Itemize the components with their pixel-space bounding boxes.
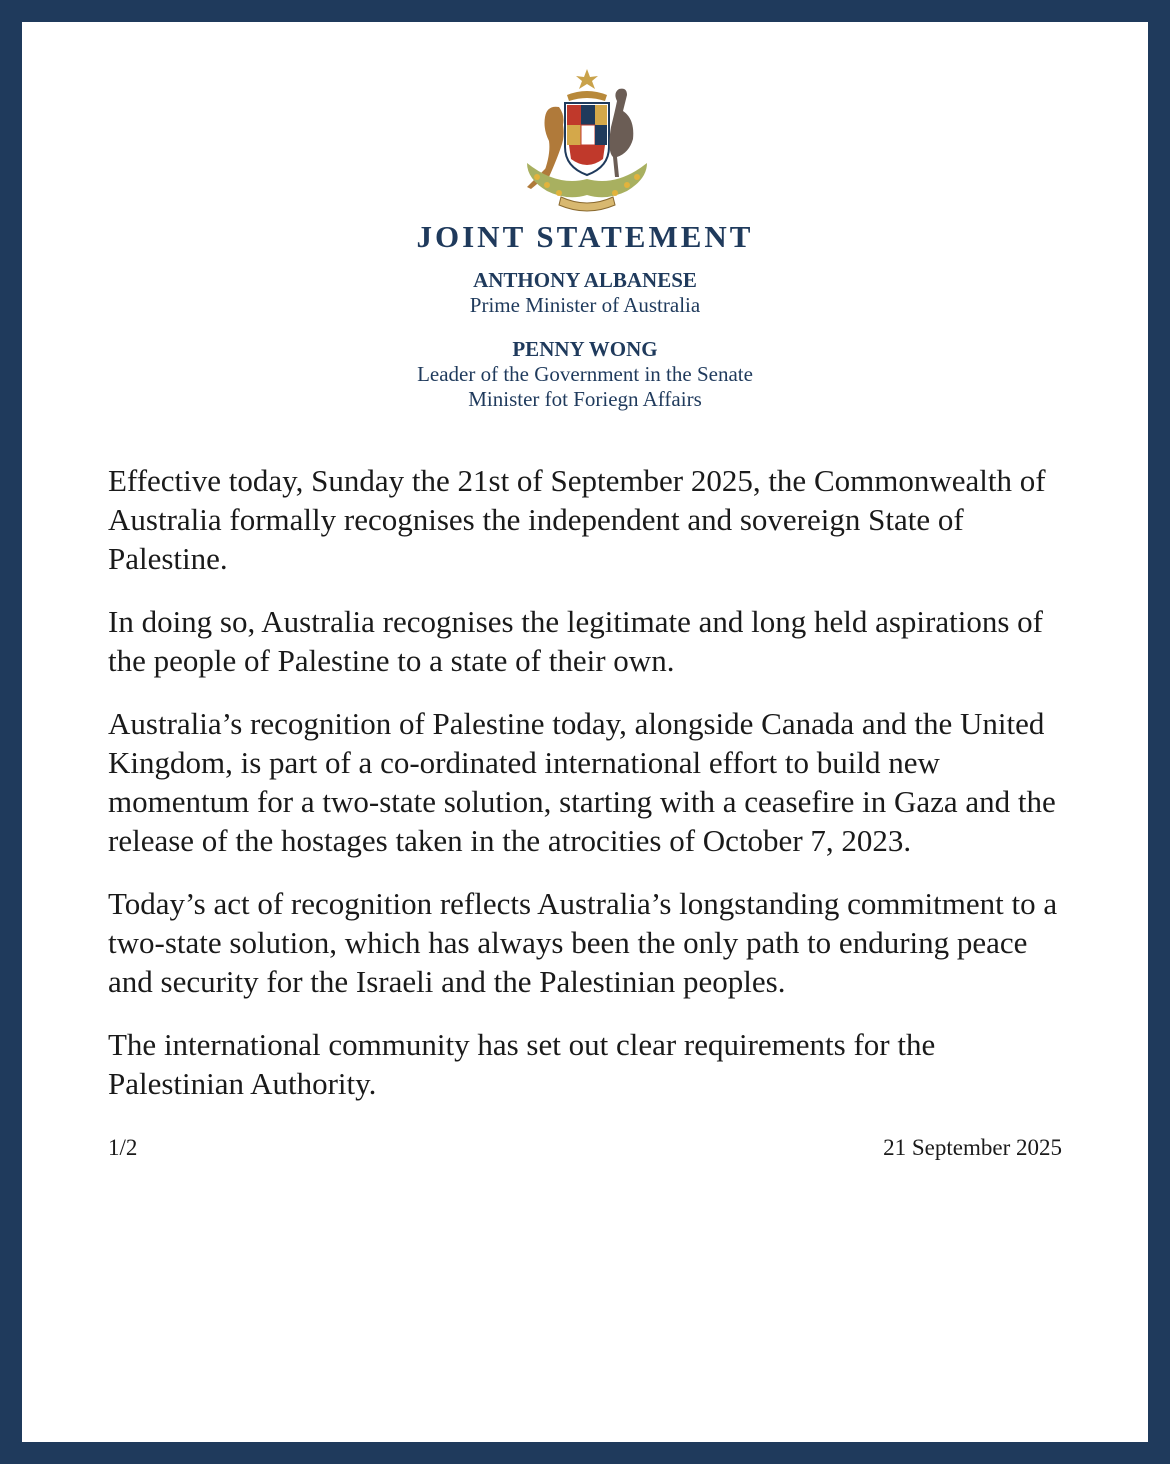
coat-of-arms-icon bbox=[507, 67, 667, 217]
statement-page bbox=[22, 22, 1148, 1442]
body-paragraph: Effective today, Sunday the 21st of September 2025, the Commonwealth of Australia formally recognises the independent and sovereign State of Palestine. bbox=[108, 463, 1046, 576]
page-number: 1/2 bbox=[108, 1135, 138, 1160]
signatory-name: PENNY WONG bbox=[512, 337, 658, 361]
signatory-role: Leader of the Government in the Senate bbox=[417, 362, 753, 386]
body-paragraph: In doing so, Australia recognises the legitimate and long held aspirations of the people of Palestine to a state of their own. bbox=[108, 604, 1043, 678]
emu-icon bbox=[609, 89, 633, 177]
statement-body bbox=[108, 461, 1068, 1127]
body-paragraph: Australia’s recognition of Palestine today, alongside Canada and the United Kingdom, is part of a co-ordinated international effort to build new momentum for a two-state solution, starting with a ceasefire in Gaza and the release of the hostages taken in the atrocities of October 7, 2023. bbox=[108, 706, 1056, 858]
commonwealth-star-icon bbox=[576, 69, 598, 89]
kangaroo-icon bbox=[543, 107, 564, 177]
statement-footer bbox=[108, 1135, 1062, 1161]
signatory-role: Prime Minister of Australia bbox=[469, 293, 701, 317]
signatory-name: ANTHONY ALBANESE bbox=[473, 268, 697, 292]
statement-header bbox=[22, 217, 1148, 412]
statement-title: JOINT STATEMENT bbox=[416, 219, 754, 254]
signatory-albanese bbox=[22, 267, 1148, 318]
body-paragraph: Today’s act of recognition reflects Australia’s longstanding commitment to a two-state solution, which has always been the only path to enduring peace and security for the Israeli and the Palestinian peoples. bbox=[108, 886, 1058, 999]
statement-date: 21 September 2025 bbox=[883, 1135, 1062, 1160]
crest-scroll bbox=[559, 197, 615, 211]
body-paragraph: The international community has set out clear requirements for the Palestinian Authority. bbox=[108, 1027, 936, 1101]
signatory-wong bbox=[22, 336, 1148, 412]
signatory-role: Minister fot Foriegn Affairs bbox=[468, 387, 702, 411]
